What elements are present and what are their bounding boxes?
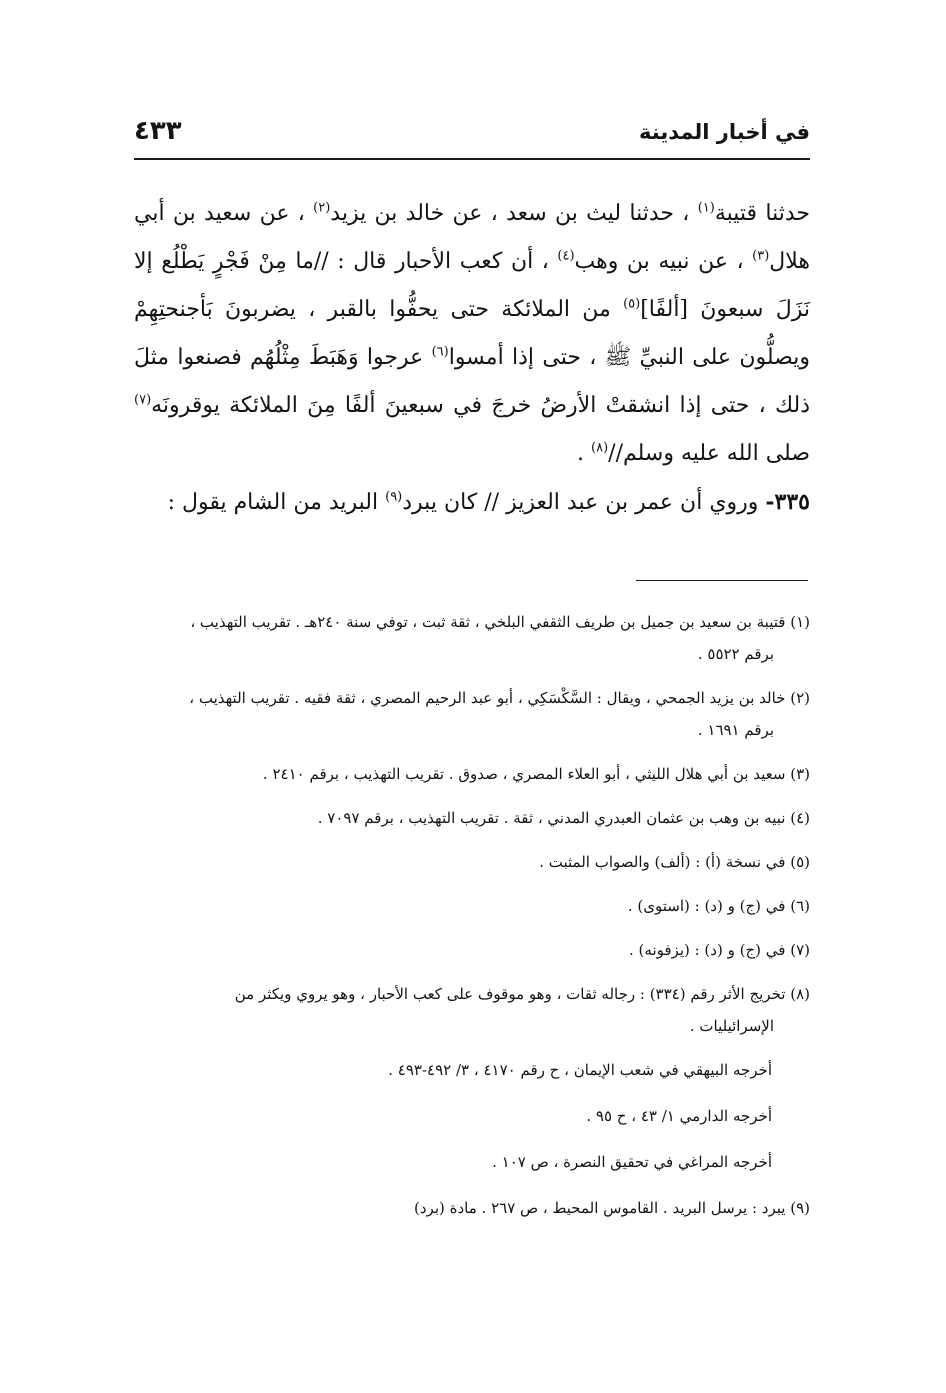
footnote-7 [134,934,810,966]
footnote-label: (٥) [790,853,810,871]
text-segment: صلى الله عليه وسلم// [608,441,810,466]
footnote-label: (٩) [790,1199,810,1217]
footnote-separator [636,580,808,581]
footnote-continuation: الإسرائيليات . [689,1017,774,1035]
footnote-label: (٤) [790,809,810,827]
footnote-ref: (٥) [623,296,641,312]
running-title: في أخبار المدينة [639,120,810,144]
footnote-8 [134,978,810,1042]
footnote-continuation: برقم ٥٥٢٢ . [697,645,774,663]
footnote-label: (٣) [790,765,810,783]
hadith-paragraph [134,190,810,478]
footnote-8-source: أخرجه المراغي في تحقيق النصرة ، ص ١٠٧ . [492,1153,772,1171]
footnote-ref: (٦) [431,344,449,360]
footnote-8-source: أخرجه الدارمي ١/ ٤٣ ، ح ٩٥ . [586,1107,772,1125]
footnote-9 [134,1192,810,1224]
footnote-text: خالد بن يزيد الجمحي ، ويقال : السَّكْسَكِي ، أبو عبد الرحيم المصري ، ثقة فقيه . تقريب التهذيب ، [189,689,786,707]
footnote-ref: (٩) [385,489,403,505]
text-segment: . [577,441,592,466]
footnote-text: في نسخة (أ) : (ألف) والصواب المثبت . [539,853,786,871]
text-segment: وروي أن عمر بن عبد العزيز // كان يبرد [402,490,766,515]
footnote-text: نبيه بن وهب بن عثمان العبدري المدني ، ثقة . تقريب التهذيب ، برقم ٧٠٩٧ . [317,809,786,827]
footnote-text: في (ج) و (د) : (يزفونه) . [629,941,786,959]
text-segment: من الملائكة حتى يحفُّوا بالقبر ، يضربونَ بَأجنحتِهِمْ ويصلُّون على النبيِّ ﷺ ، حتى إذا أمسوا [134,297,810,370]
footnote-8-source: أخرجه البيهقي في شعب الإيمان ، ح رقم ٤١٧٠ ، ٣/ ٤٩٢-٤٩٣ . [388,1061,772,1079]
footnote-text: في (ج) و (د) : (استوى) . [627,897,786,915]
footnote-ref: (٢) [313,200,331,216]
footnote-2 [134,682,810,746]
main-text [134,190,810,527]
footnote-4 [134,802,810,834]
text-segment: ، حدثنا ليث بن سعد ، عن خالد بن يزيد [330,201,698,226]
text-segment: حدثنا قتيبة [714,201,810,226]
text-segment: ، عن سعيد بن أبي هلال [134,201,810,274]
footnote-text: يبرد : يرسل البريد . القاموس المحيط ، ص ٢٦٧ . مادة (برد) [414,1199,786,1217]
footnote-6 [134,890,810,922]
footnote-ref: (٣) [752,248,770,264]
footnote-text: قتيبة بن سعيد بن جميل بن طريف الثقفي البلخي ، ثقة ثبت ، توفي سنة ٢٤٠هـ . تقريب التهذيب ، [190,613,786,631]
footnote-5 [134,846,810,878]
footnote-label: (٦) [790,897,810,915]
item-paragraph [134,478,810,527]
text-segment: ، عن نبيه بن وهب [574,249,753,274]
footnote-ref: (٤) [557,248,575,264]
text-segment: عرجوا وَهَبَطَ مِثْلُهُم فصنعوا مثلَ ذلك ، حتى إذا انشقتْ الأرضُ خرجَ في سبعينَ ألفًا مِنَ الملائكة يوقرونَه [134,345,810,418]
footnote-label: (١) [790,613,810,631]
page-header [134,116,810,160]
footnote-label: (٨) [790,985,810,1003]
footnote-text: سعيد بن أبي هلال الليثي ، أبو العلاء المصري ، صدوق . تقريب التهذيب ، برقم ٢٤١٠ . [262,765,786,783]
footnote-ref: (١) [697,200,715,216]
footnotes [134,606,810,1236]
footnote-label: (٢) [790,689,810,707]
text-segment: البريد من الشام يقول : [167,490,386,515]
page-number: ٤٣٣ [134,116,182,146]
footnote-continuation: برقم ١٦٩١ . [697,721,774,739]
footnote-label: (٧) [790,941,810,959]
footnote-ref: (٨) [591,440,609,456]
footnote-1 [134,606,810,670]
text-segment: ، أن كعب الأحبار قال : //ما مِنْ فَجْرٍ يَطْلُع إلا نَزَلَ سبعونَ [ألفًا] [134,249,810,322]
item-number: ٣٣٥- [765,489,810,515]
footnote-3 [134,758,810,790]
footnote-text: تخريج الأثر رقم (٣٣٤) : رجاله ثقات ، وهو موقوف على كعب الأحبار ، وهو يروي ويكثر من [234,985,786,1003]
footnote-ref: (٧) [134,392,152,408]
